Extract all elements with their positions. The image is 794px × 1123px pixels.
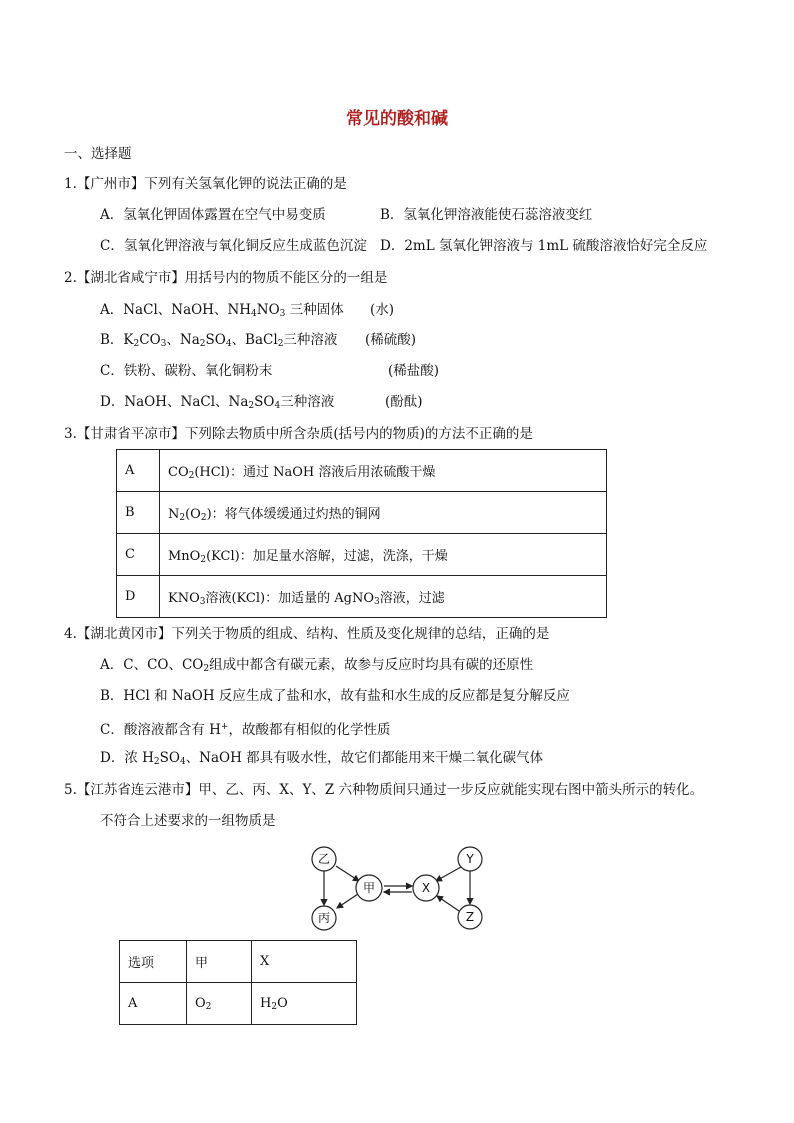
- table-cell-key: B: [117, 492, 160, 534]
- q3-table: [116, 449, 607, 618]
- question-number: 4.: [64, 626, 77, 642]
- page-title: 常见的酸和碱: [346, 109, 448, 129]
- question-text: 用括号内的物质不能区分的一组是: [184, 270, 388, 286]
- q2-option-d: D．NaOH、NaCl、$Na_2SO_4$三种溶液: [100, 394, 335, 411]
- q1-option-a: A．氢氧化钾固体露置在空气中易变质: [100, 207, 326, 223]
- table-cell-method: $N_2(O_2)$：将气体缓缓通过灼热的铜网: [160, 492, 607, 534]
- table-row: [117, 450, 607, 492]
- table-row: [117, 534, 607, 576]
- question-text: 下列关于物质的组成、结构、性质及变化规律的总结，正确的是: [171, 626, 550, 642]
- question-source: 【广州市】: [76, 176, 145, 192]
- question-text: 下列除去物质中所含杂质(括号内的物质)的方法不正确的是: [184, 426, 533, 442]
- table-cell-method: $CO_2(HCl)$：通过 NaOH 溶液后用浓硫酸干燥: [160, 450, 607, 492]
- q2-option-d-reagent: (酚酞): [385, 394, 423, 410]
- table-row: [120, 983, 357, 1025]
- question-number: 1.: [64, 176, 77, 192]
- q4-option-d: D．浓 $H_2SO_4$、NaOH 都具有吸水性，故它们都能用来干燥二氧化碳气体: [100, 750, 544, 767]
- table-cell-x: $H_2O$: [252, 983, 357, 1025]
- question-text: 下列有关氢氧化钾的说法正确的是: [144, 176, 347, 192]
- q1-option-d: D．2mL 氢氧化钾溶液与 1mL 硫酸溶液恰好完全反应: [380, 238, 708, 254]
- q2-option-b-reagent: (稀硫酸): [365, 332, 417, 348]
- table-row: [117, 576, 607, 618]
- table-header-jia: 甲: [187, 941, 252, 983]
- table-cell-key: C: [117, 534, 160, 576]
- node-label-jia: 甲: [362, 881, 376, 895]
- question-5-text-2: 不符合上述要求的一组物质是: [100, 813, 276, 829]
- question-4: [64, 624, 549, 644]
- node-label-z: Z: [465, 910, 475, 924]
- q2-option-a-reagent: (水): [370, 302, 395, 318]
- q1-option-b: B．氢氧化钾溶液能使石蕊溶液变红: [380, 207, 593, 223]
- question-number: 5.: [64, 782, 77, 798]
- table-cell-key: A: [117, 450, 160, 492]
- table-cell-method: MnO$_2$(KCl)：加足量水溶解，过滤，洗涤，干燥: [160, 534, 607, 576]
- question-source: 【甘肃省平凉市】: [76, 426, 185, 442]
- question-number: 2.: [64, 270, 77, 286]
- conversion-diagram: [306, 840, 496, 936]
- table-row: [117, 492, 607, 534]
- table-cell-method: $KNO_3$溶液(KCl)：加适量的 AgNO$_3$溶液，过滤: [160, 576, 607, 618]
- q4-option-c: C．酸溶液都含有 H+，故酸都有相似的化学性质: [100, 722, 391, 738]
- node-label-bing: 丙: [317, 911, 331, 925]
- question-1: [64, 174, 347, 194]
- question-3: [64, 424, 533, 444]
- node-label-yi: 乙: [317, 852, 331, 866]
- q4-option-b: B．HCl 和 NaOH 反应生成了盐和水，故有盐和水生成的反应都是复分解反应: [100, 688, 570, 704]
- question-5: [64, 780, 703, 800]
- q2-option-c-reagent: (稀盐酸): [388, 363, 440, 379]
- question-source: 【江苏省连云港市】: [76, 782, 199, 798]
- table-header-option: 选项: [120, 941, 187, 983]
- question-source: 【湖北黄冈市】: [76, 626, 172, 642]
- table-header-x: X: [252, 941, 357, 983]
- q2-option-c: C．铁粉、碳粉、氧化铜粉末: [100, 363, 273, 379]
- q2-option-a: A．NaCl、NaOH、$NH_4NO_3$ 三种固体: [100, 302, 344, 319]
- q2-option-b: B．$K_2CO_3$、$Na_2SO_4$、BaCl$_2$三种溶液: [100, 332, 338, 349]
- q4-option-a: A．C、CO、$CO_2$组成中都含有碳元素，故参与反应时均具有碳的还原性: [100, 657, 534, 674]
- question-2: [64, 268, 387, 288]
- q5-table: [119, 940, 357, 1025]
- table-cell-jia: $O_2$: [187, 983, 252, 1025]
- node-label-x: X: [421, 881, 431, 895]
- question-source: 【湖北省咸宁市】: [76, 270, 185, 286]
- q1-option-c: C．氢氧化钾溶液与氧化铜反应生成蓝色沉淀: [100, 238, 367, 254]
- table-cell-key: A: [120, 983, 187, 1025]
- node-label-y: Y: [466, 852, 474, 866]
- question-number: 3.: [64, 426, 77, 442]
- table-row: [120, 941, 357, 983]
- question-text: 甲、乙、丙、X、Y、Z 六种物质间只通过一步反应就能实现右图中箭头所示的转化。: [198, 782, 704, 798]
- section-heading: 一、选择题: [64, 146, 132, 162]
- table-cell-key: D: [117, 576, 160, 618]
